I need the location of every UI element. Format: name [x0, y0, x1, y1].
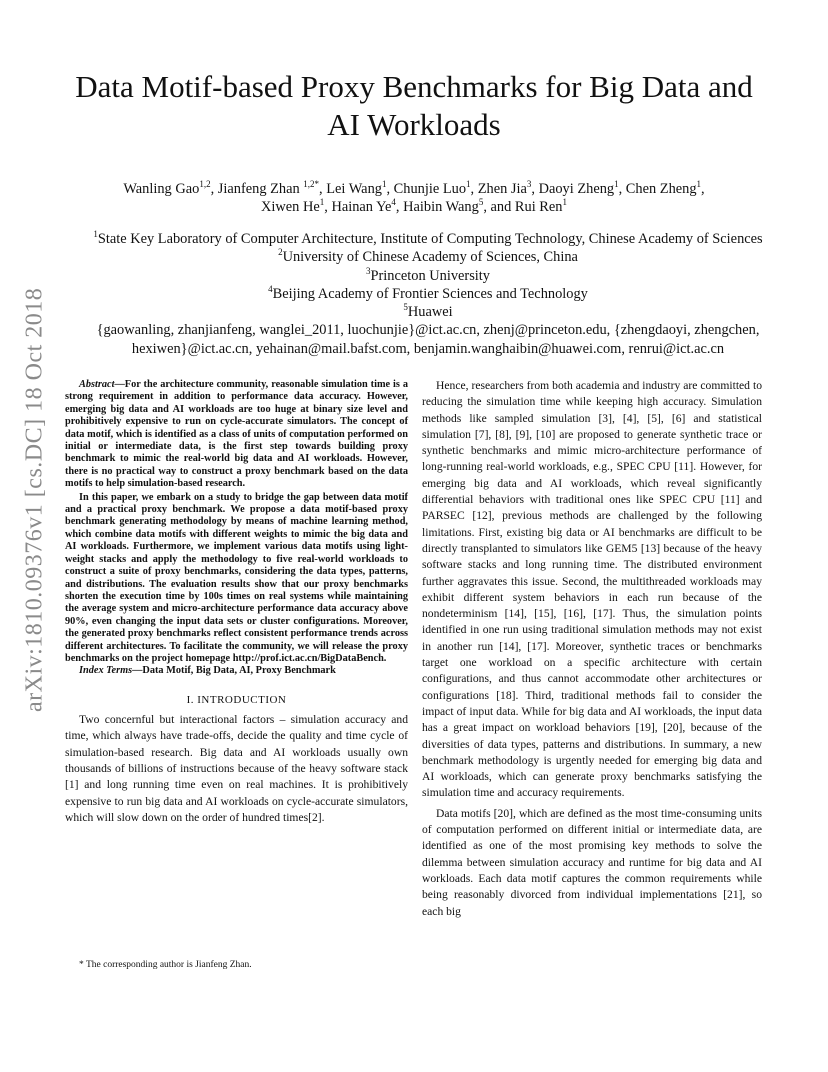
abstract-paragraph-2: In this paper, we embark on a study to bridge the gap between data motif and a practical proxy benchmark. We propose a data motif-based proxy benchmark generating methodology by means of machine learning method, which combine data motifs with different weights to mimic the big data and AI workloads. Furthermore, we implement various data motifs using light-weight stacks and apply the methodology to five real-world workloads to construct a suite of proxy benchmarks, considering the data types, patterns, and distributions. The evaluation results show that our proxy benchmarks shorten the execution time by 100s times on real systems while maintaining the average system and micro-architecture performance data accuracy above 90%, even changing the input data sets or cluster configurations. Moreover, the generated proxy benchmarks reflect consistent performance trends across different architectures. To facilitate the community, we will release the proxy benchmarks on the project homepage http://prof.ict.ac.cn/BigDataBench.	[65, 491, 408, 664]
authors-line-2: Xiwen He$^1$, Hainan Ye$^4$, Haibin Wang$^5$, and Rui Ren$^1$	[261, 197, 567, 215]
abstract-text-1: —For the architecture community, reasonable simulation time is a strong requirement in addition to performance data accuracy. However, emerging big data and AI workloads are too huge at binary size level and prohibitively expensive to run on cycle-accurate simulators. The concept of data motif, which is identified as a class of units of computation performed on initial or intermediate data, is the first step towards building proxy benchmark to mimic the real-world big data and AI workloads. However, there is no practical way to construct a proxy benchmark based on the data motifs to help simulation-based research.	[65, 379, 408, 490]
affiliation-2: $^2$University of Chinese Academy of Sciences, China	[278, 247, 578, 266]
index-terms-label: Index Terms	[79, 665, 133, 677]
introduction-paragraph-1: Two concernful but interactional factors – simulation accuracy and time, which always have trade-offs, decide the quality and time cycle of simulation-based research. Big data and AI workloads usually own thousands of billions of instructions because of the heavy software stack [1] and long running time even on real machines. It is prohibitively expensive to run big data and AI workloads on cycle-accurate simulators, which will slow down on the order of hundred times[2].	[65, 712, 408, 825]
affiliation-1: $^1$State Key Laboratory of Computer Architecture, Institute of Computing Technology, Chinese Academy of Sciences	[93, 229, 763, 247]
footnote	[65, 960, 252, 970]
author-list	[80, 180, 748, 216]
index-terms-text: —Data Motif, Big Data, AI, Proxy Benchmark	[132, 665, 336, 677]
arxiv-identifier: arXiv:1810.09376v1 [cs.DC] 18 Oct 2018	[21, 287, 48, 713]
right-paragraph-2: Data motifs [20], which are defined as the most time-consuming units of computation performed on different initial or intermediate data, are identified as one of the most promising key methods to solve the dilemma between simulation accuracy and runtime for big data and AI workloads. Each data motif captures the common requirements while being reasonably divorced from individual implementations [21], so each big	[422, 806, 762, 918]
section-heading-introduction: I. INTRODUCTION	[186, 693, 287, 706]
affiliation-5: $^5$Huawei	[403, 302, 453, 321]
affiliations	[60, 230, 796, 358]
affiliation-3: $^3$Princeton University	[365, 265, 490, 284]
emails-line-1: {gaowanling, zhanjianfeng, wanglei_2011, luochunjie}@ict.ac.cn, zhenj@princeton.edu, {zhengdaoyi, zhengchen,	[96, 322, 760, 339]
abstract-label: Abstract	[79, 379, 115, 390]
abstract-paragraph-1	[65, 379, 408, 491]
index-terms	[65, 665, 408, 677]
affiliation-4: $^4$Beijing Academy of Frontier Sciences and Technology	[268, 284, 588, 302]
abstract	[65, 379, 408, 678]
left-column	[65, 378, 408, 827]
paper-title: Data Motif-based Proxy Benchmarks for Big Data and AI Workloads	[75, 69, 753, 142]
footnote-text: * The corresponding author is Jianfeng Zhan.	[79, 960, 252, 970]
authors-line-1: Wanling Gao$^{1,2}$, Jianfeng Zhan $^{1,2*}$, Lei Wang$^1$, Chunjie Luo$^1$, Zhen Jia$^3$, Daoyi Zheng$^1$, Chen Zheng$^1$,	[123, 179, 705, 197]
emails-line-2: hexiwen}@ict.ac.cn, yehainan@mail.bafst.com, benjamin.wanghaibin@huawei.com, renrui@ict.ac.cn	[131, 340, 725, 357]
right-paragraph-1: Hence, researchers from both academia and industry are committed to reducing the simulation time while keeping high accuracy. Simulation methods like sampled simulation [3], [4], [5], [6] and statistical simulation [7], [8], [9], [10] are proposed to generate synthetic trace or synthetic benchmarks and mimic micro-architecture performance of long-running real-world workloads, e.g., SPEC CPU [11]. However, for emerging big data and AI workloads, which reveal significantly differential behaviors with traditional ones like SPEC CPU [11] and PARSEC [12], previous methods are challenged by the following limitations. First, existing big data or AI benchmarks are difficult to be directly transplanted to simulators like GEM5 [13] because of the heavy software stacks and long running time. The distributed environment further aggravates this issue. Second, the multithreaded workloads may exhibit different system behaviors in each run because of the nondeterminism [14], [15], [16], [17]. Thus, the simulation points identified in one run using traditional simulation methods may not exist in another run [14], [17]. Moreover, synthetic traces or benchmarks target one workload on a specific architecture with certain configurations, and thus cannot accommodate other architectures or configurations [18]. Third, traditional methods fail to consider the impact of input data. While for big data and AI workloads, the input data has a great impact on workload behaviors [19], [20], because of the diversities of data types, patterns and distributions. In summary, a new benchmark methodology is urgently needed for emerging big data and AI workloads, which can generate proxy benchmarks satisfying the simulation time and accuracy requirements.	[422, 379, 762, 800]
right-column	[422, 378, 762, 924]
